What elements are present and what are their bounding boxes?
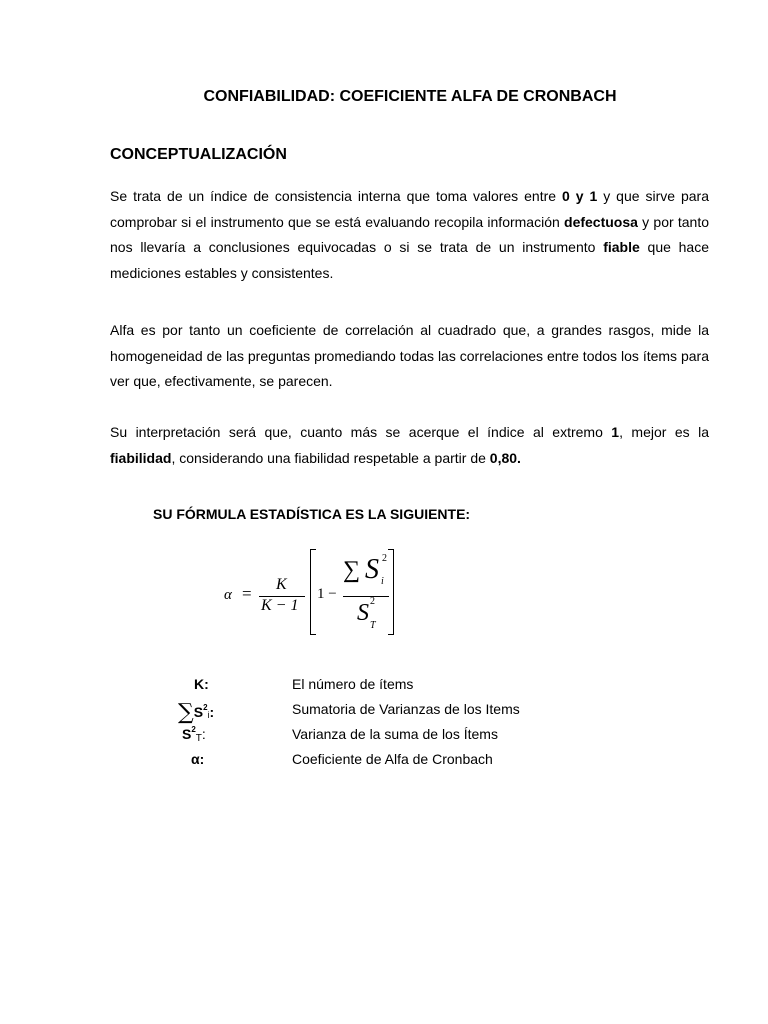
legend-label-sum-si [178, 698, 214, 723]
formula-s-t: S [357, 600, 369, 626]
formula-numerator: K [276, 576, 287, 593]
bold-text: 0 y 1 [562, 188, 598, 204]
legend-sup: 2 [191, 725, 196, 734]
paragraph-homogeneity: Alfa es por tanto un coeficiente de correlación al cuadrado que, a grandes rasgos, mide la homogeneidad de las preguntas promediando todas las correlaciones entre todos los ítems para ver que, efectivamente, se parecen. [110, 322, 709, 389]
legend-label-alpha: α: [191, 751, 205, 767]
legend-s: S [193, 704, 204, 720]
cronbach-formula [215, 545, 415, 640]
formula-sub-t: T [370, 620, 376, 631]
sigma-symbol: ∑ [343, 557, 361, 583]
paragraph-text: , mejor es la [619, 424, 709, 440]
sigma-symbol: ∑ [178, 700, 194, 725]
legend-desc-alpha: Coeficiente de Alfa de Cronbach [292, 751, 493, 767]
document-title: CONFIABILIDAD: COEFICIENTE ALFA DE CRONBACH [203, 88, 617, 105]
formula-s-i: S [365, 554, 379, 585]
formula-one-minus: 1 − [317, 586, 337, 602]
formula-sup-2: 2 [370, 596, 375, 607]
inner-fraction-bar [343, 596, 389, 597]
formula-equals: = [242, 584, 252, 603]
legend-label-k: K: [194, 676, 209, 692]
bold-text: 1 [611, 424, 620, 440]
legend-sub: T [195, 733, 202, 744]
paragraph-text: que hace mediciones estables y consistentes. [110, 239, 710, 281]
formula-heading: SU FÓRMULA ESTADÍSTICA ES LA SIGUIENTE: [153, 506, 471, 522]
bold-text: fiabilidad [110, 449, 172, 466]
paragraph-text: y que sirve para comprobar si el instrumento que se está evaluando recopila información [110, 188, 710, 230]
paragraph-interpretation [110, 420, 709, 471]
paragraph-text: Se trata de un índice de consistencia interna que toma valores entre [110, 188, 562, 204]
bold-text: fiable [603, 239, 640, 255]
legend-desc-sum-si: Sumatoria de Varianzas de los Items [292, 701, 520, 717]
paragraph-definition [110, 184, 709, 286]
paragraph-text: y por tanto nos llevaría a conclusiones equivocadas o si se trata de un instrumento [110, 213, 710, 255]
formula-denominator: K − 1 [261, 597, 299, 614]
legend-desc-st: Varianza de la suma de los Ítems [292, 726, 498, 742]
formula-sup-2: 2 [382, 553, 387, 564]
left-bracket [310, 549, 316, 635]
formula-alpha: α [224, 587, 232, 603]
legend-colon: : [209, 704, 215, 720]
legend-sup: 2 [203, 703, 208, 712]
legend-s: S [182, 726, 192, 742]
right-bracket [388, 549, 394, 635]
formula-sub-i: i [381, 576, 384, 587]
bold-text: defectuosa [564, 213, 638, 230]
legend-sub: i [207, 710, 210, 720]
legend-label-st [182, 726, 206, 742]
paragraph-text: , considerando una fiabilidad respetable a partir de [171, 449, 490, 466]
legend-colon: : [201, 726, 206, 742]
section-heading: CONCEPTUALIZACIÓN [110, 146, 287, 163]
paragraph-text: Su interpretación será que, cuanto más se acerque el índice al extremo [110, 424, 612, 440]
legend-desc-k: El número de ítems [292, 676, 414, 692]
bold-text: 0,80. [489, 449, 521, 466]
